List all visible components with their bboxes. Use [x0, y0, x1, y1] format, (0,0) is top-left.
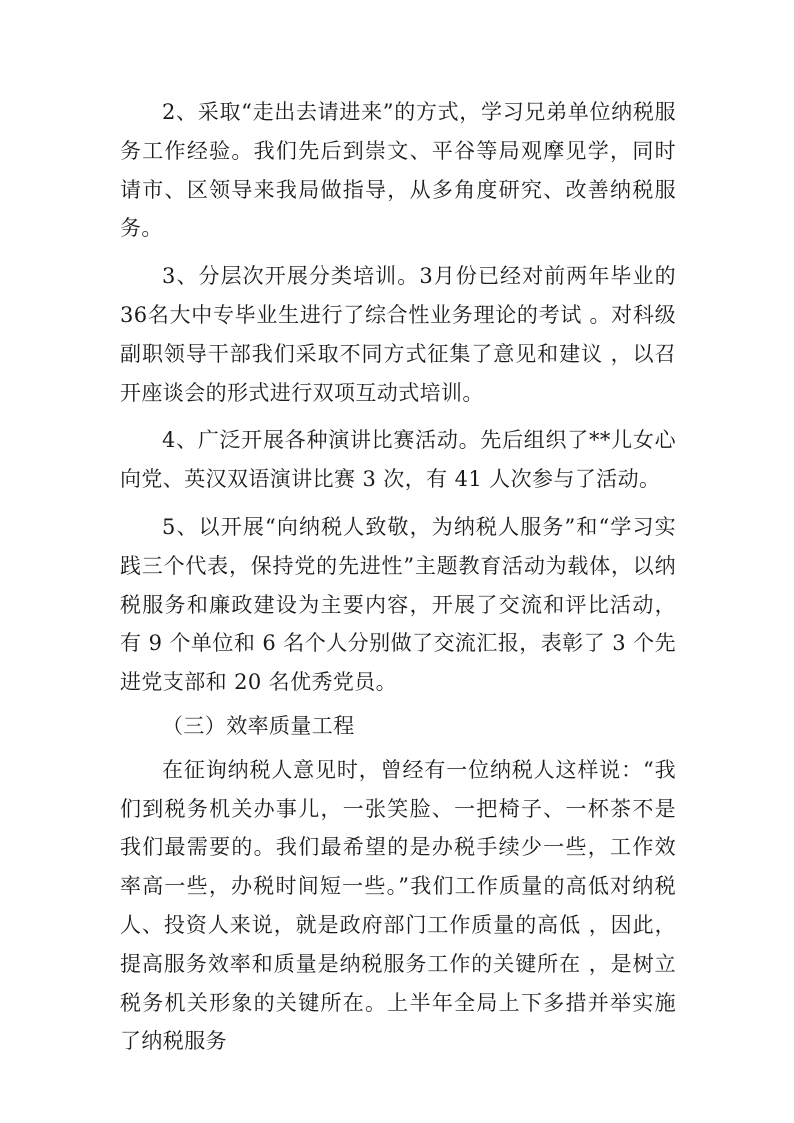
- paragraph-efficiency: 在征询纳税人意见时，曾经有一位纳税人这样说：“我们到税务机关办事儿，一张笑脸、一把椅子、一杯茶不是我们最需要的。我们最希望的是办税手续少一些，工作效率高一些，办税时间短一些。”我们工作质量的高低对纳税人、投资人来说，就是政府部门工作质量的高低 ，因此，提高服务效率和质量是纳税服务工作的关键所在 ，是树立税务机关形象的关键所在。上半年全局上下多措并举实施了纳税服务: [120, 757, 676, 1054]
- section-heading: （三）效率质量工程: [162, 713, 355, 738]
- paragraph-item-5: 5、以开展“向纳税人致敬，为纳税人服务”和“学习实践三个代表，保持党的先进性”主题教育活动为载体，以纳税服务和廉政建设为主要内容，开展了交流和评比活动，有 9 个单位和 6 名个人分别做了交流汇报，表彰了 3 个先进党支部和 20 名优秀党员。: [120, 514, 676, 695]
- document-body: [120, 93, 676, 1061]
- paragraph-item-2: 2、采取“走出去请进来”的方式，学习兄弟单位纳税服务工作经验。我们先后到崇文、平谷等局观摩见学，同时请市、区领导来我局做指导，从多角度研究、改善纳税服务。: [120, 100, 676, 241]
- paragraph-item-3: 3、分层次开展分类培训。3月份已经对前两年毕业的 36名大中专毕业生进行了综合性业务理论的考试 。对科级副职领导干部我们采取不同方式征集了意见和建议 ，以召开座谈会的形式进行双项互动式培训。: [120, 264, 676, 405]
- paragraph-item-4: 4、广泛开展各种演讲比赛活动。先后组织了**儿女心向党、英汉双语演讲比赛 3 次，有 41 人次参与了活动。: [120, 428, 676, 492]
